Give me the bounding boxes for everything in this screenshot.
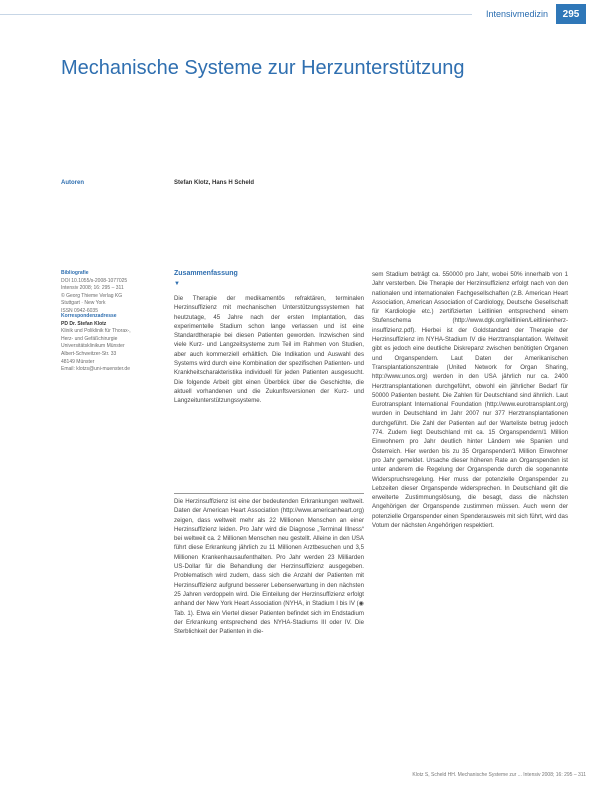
contact-line: Albert-Schweitzer-Str. 33 — [61, 350, 117, 357]
body-column-right — [372, 270, 568, 760]
contact-line: Universitätsklinikum Münster — [61, 343, 125, 350]
body-column-left — [174, 497, 364, 759]
authors-names: Stefan Klotz, Hans H Scheld — [174, 180, 255, 186]
article-title: Mechanische Systeme zur Herzunterstützung — [61, 57, 465, 80]
abstract-paragraph: Die Therapie der medikamentös refraktären, terminalen Herzinsuffizienz mit mechanischen Unterstützungssystemen hat heutzutage, 45 Jahre nach der ersten Implantation, das experimentelle Stadium schon lange verlassen und ist eine Standardtherapie bei diesen Patienten geworden. Inzwischen sind viele Kurz- und Langzeitsysteme zum Teil im Rahmen von Studien, aber auch kommerziell erhältlich. Die Indikation und Auswahl des Systems wird durch eine Kombination der spezifischen Patienten- und Krankheitscharakteristika individuell für jeden Patienten ausgesucht. Die folgende Arbeit gibt einen Überblick über die Geschichte, die aktuell vorhandenen und die Zukunftsversionen der Kurz- und Langzeitunterstützungssysteme. — [174, 295, 364, 405]
abstract-divider — [174, 493, 364, 494]
contact-line: Klinik und Poliklinik für Thorax-, — [61, 328, 131, 335]
section-label: Intensivmedizin — [485, 9, 548, 19]
abstract-arrow-icon: ▼ — [174, 281, 180, 287]
contact-line: Email: klotzs@uni-muenster.de — [61, 366, 130, 373]
contact-heading: Korrespondenzadresse — [61, 313, 117, 319]
abstract-text — [174, 294, 364, 484]
biblio-line: Stuttgart · New York — [61, 300, 106, 307]
bibliography-heading: Bibliografie — [61, 270, 89, 276]
header-rule — [0, 14, 472, 15]
abstract-heading: Zusammenfassung — [174, 270, 238, 277]
biblio-line: DOI 10.1055/s-2008-1077025 — [61, 277, 128, 284]
contact-line: Herz- und Gefäßchirurgie — [61, 335, 118, 342]
contact-block — [61, 313, 166, 374]
bibliography-block — [61, 270, 166, 316]
biblio-line: Intensiv 2008; 16: 295 – 311 — [61, 285, 124, 292]
authors-label: Autoren — [61, 180, 84, 186]
body-right-text: sem Stadium beträgt ca. 550000 pro Jahr, wobei 50% innerhalb von 1 Jahr versterben. Die Therapie der Herzinsuffizienz erfolgt nach von den nationalen und internationalen Fachgesellschaften (z.B. American Heart Association, American Association of Cardiology, Deutsche Gesellschaft für Kardiologie etc.) zertifizierten Leitlinien entsprechend einem Stufenschema (http://www.dgk.org/leitlinien/Leitlinienherz-insuffizienz.pdf). Hierbei ist der Goldstandard der Therapie der Herzinsuffizienz im NYHA-Stadium IV die Herztransplantation. Weltweit gibt es jedoch eine deutliche Diskrepanz zwischen benötigten Organen und Organspendern. Laut Daten der Amerikanischen Transplantationszentrale (United Network for Organ Sharing, http://www.unos.org) werden in den USA jährlich nur ca. 2400 Herztransplantationen durchgeführt, obwohl ein jährlicher Bedarf für 50000 Patienten besteht. Die Zahlen für Deutschland sind ähnlich. Laut Eurotransplant International Foundation (http://www.eurotransplant.org) wurden in Deutschland im Jahr 2007 nur 377 Herztransplantationen durchgeführt. Die Zahl der Patienten auf der Warteliste betrug jedoch 774. Zudem liegt Deutschland mit ca. 15 Organspendern/1 Million Einwohnern pro Jahr deutlich hinter Ländern wie Spanien und Österreich. Hier werden bis zu 35 Organspender/1 Million Einwohner pro Jahr gemeldet. Ursache dieser höheren Rate an Organspenden ist unter anderem die Regelung der Organspende durch die sogenannte Widerspruchsregelung. Hier muss der potenzielle Organspender zu Lebzeiten dieser Organspende widersprechen. In Deutschland gilt die erweiterte Zustimmungslösung, die besagt, dass die nächsten Angehörigen der Organspende zustimmen müssen. Auch wenn der potenzielle Organspender einen Spenderausweis mit sich führt, wird das Votum der nächsten Angehörigen respektiert. — [372, 271, 568, 530]
contact-name: PD Dr. Stefan Klotz — [61, 320, 107, 327]
body-left-text: Die Herzinsuffizienz ist eine der bedeutenden Erkrankungen weltweit. Daten der American Heart Association (http://www.americanheart.org) zeigen, dass weltweit mehr als 22 Millionen Menschen an einer Herzinsuffizienz leiden. Pro Jahr wird die Diagnose „Terminal Illness“ bei weltweit ca. 2 Millionen Menschen neu gestellt. Alleine in den USA führt diese Erkrankung jährlich zu 11 Millionen Arztbesuchen und 3,5 Millionen Krankenhausaufenthalten. Pro Jahr werden 23 Milliarden US-Dollar für die Behandlung der Herzinsuffizienz ausgegeben. Problematisch wird zudem, dass sich die Anzahl der Patienten mit Herzinsuffizienz aufgrund besserer Lebenserwartung in den nächsten 25 Jahren verdoppeln wird. Die Einteilung der Herzinsuffizienz erfolgt anhand der New York Heart Association (NYHA, in Stadium I bis IV (◉ Tab. 1). Etwa ein Viertel dieser Patienten befindet sich im Endstadium der Erkrankung entsprechend des NYHA-Stadiums III oder IV. Die Sterblichkeit der Patienten in die- — [174, 498, 364, 636]
biblio-line: ISSN 0942-6035 — [61, 307, 98, 314]
page-number: 295 — [556, 4, 586, 24]
contact-line: 48149 Münster — [61, 358, 95, 365]
page-footer: Klotz S, Scheld HH. Mechanische Systeme zur ... Intensiv 2008; 16: 295 – 311 — [412, 772, 586, 778]
biblio-line: © Georg Thieme Verlag KG — [61, 292, 123, 299]
